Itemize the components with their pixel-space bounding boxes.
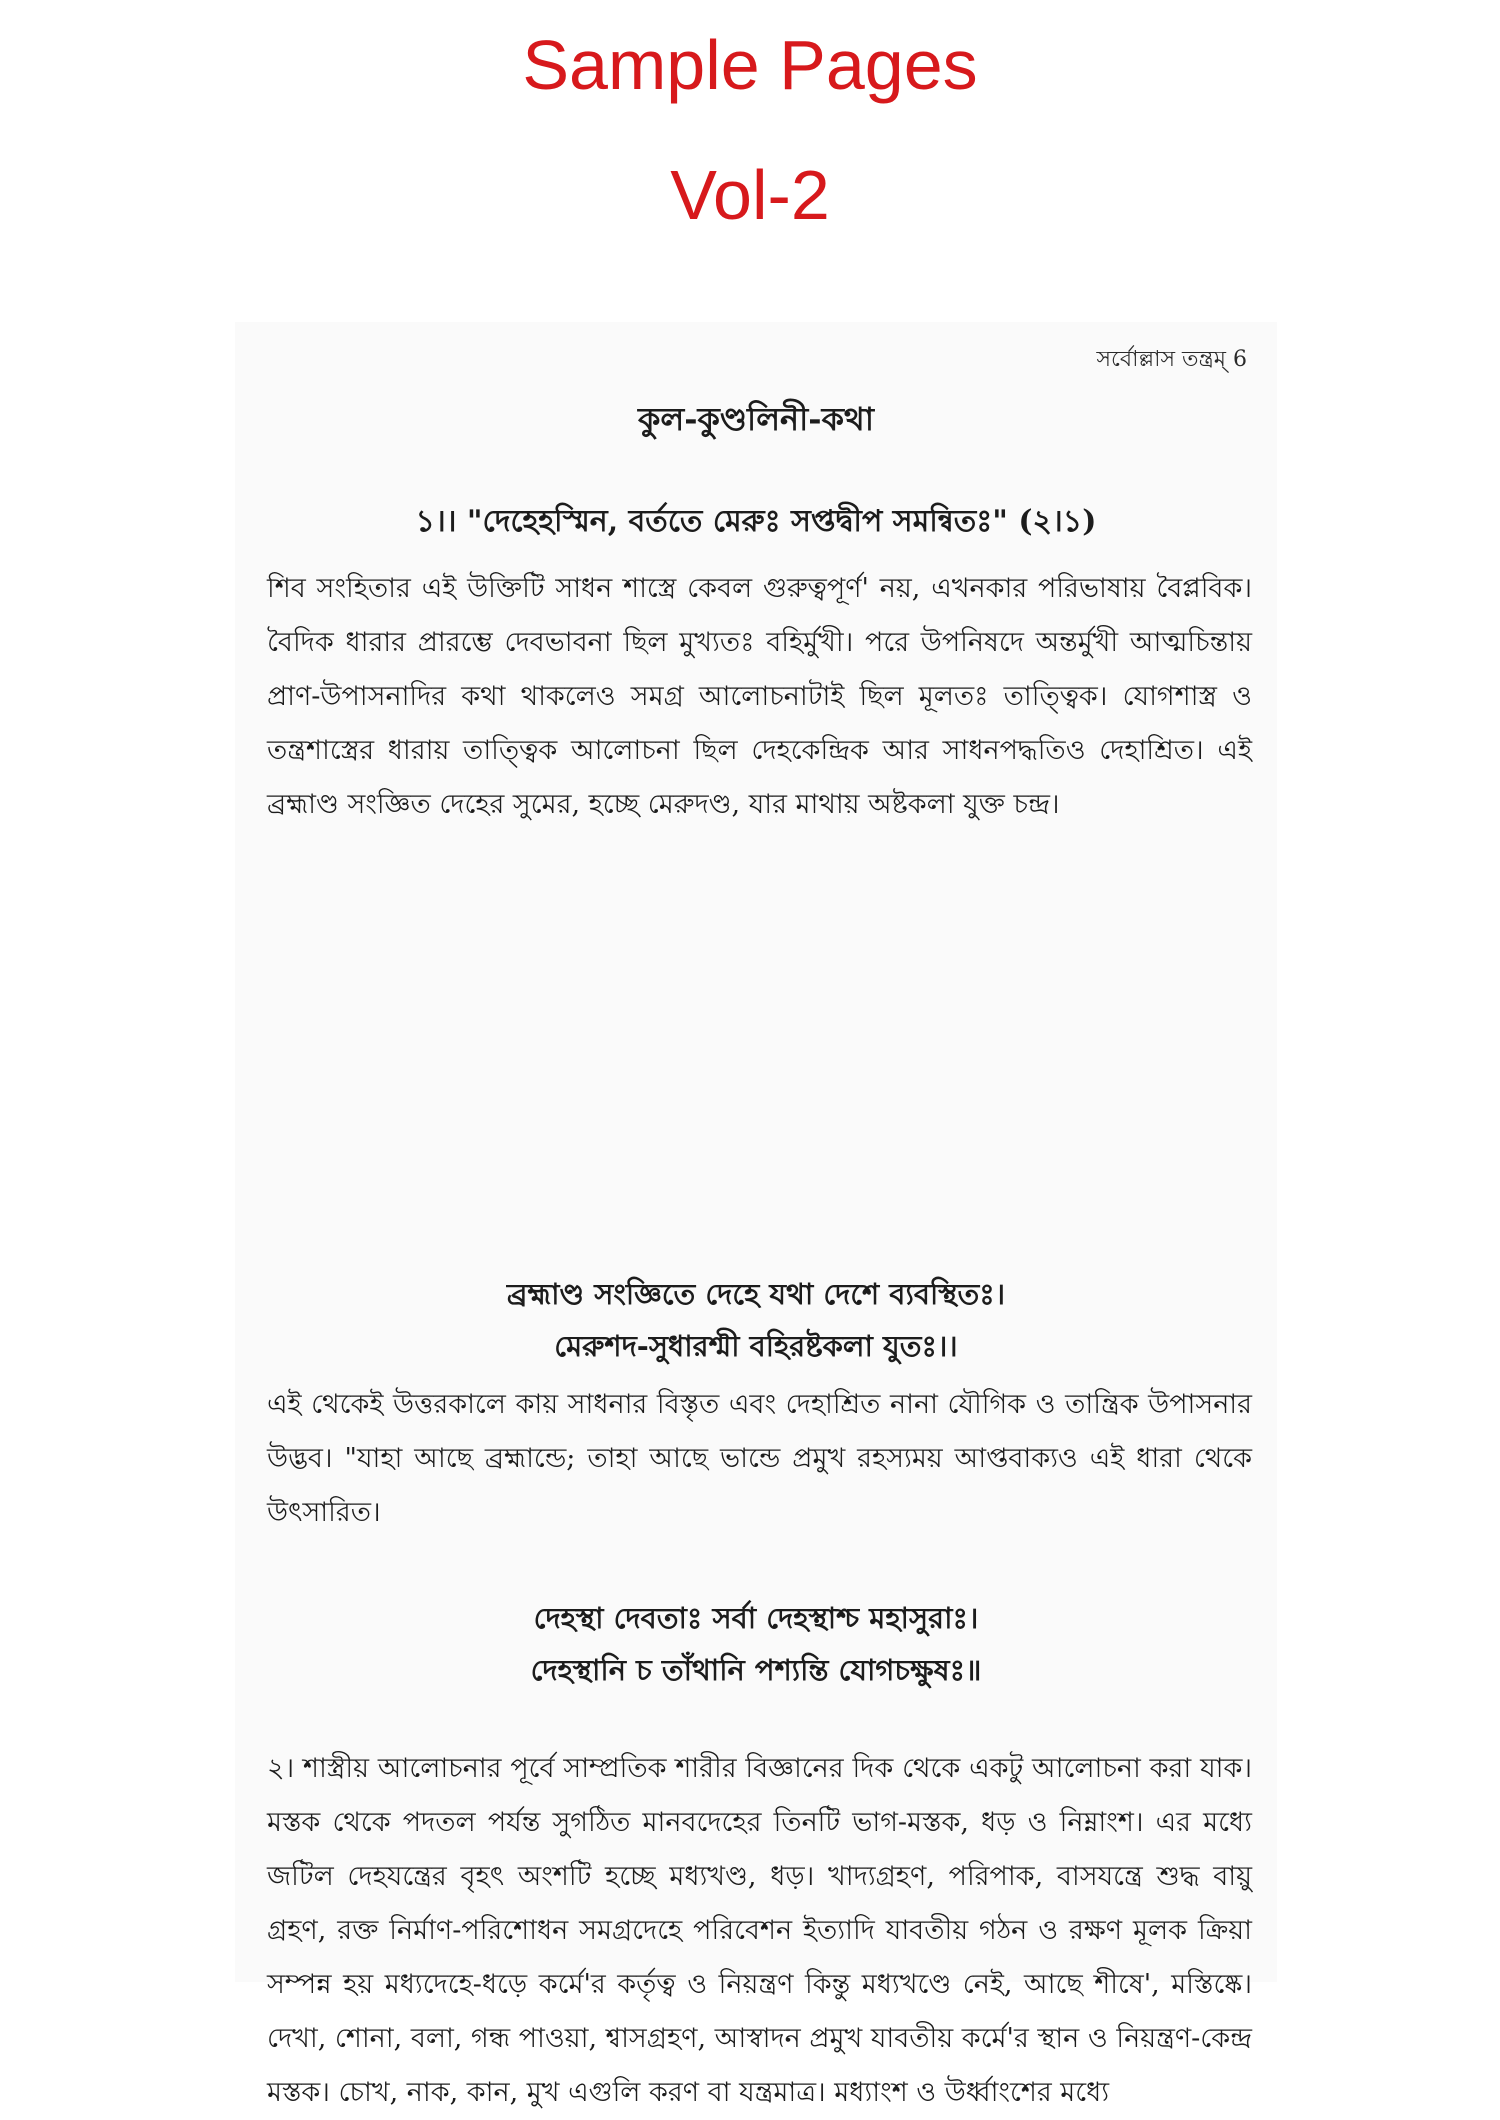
paragraph-1: শিব সংহিতার এই উক্তিটি সাধন শাস্ত্রে কেবল গুরুত্বপূর্ণ' নয়, এখনকার পরিভাষায় বৈপ্লবিক। বৈদিক ধারার প্রারম্ভে দেবভাবনা ছিল মুখ্যতঃ বহির্মুখী। পরে উপনিষদে অন্তর্মুখী আত্মচিন্তায় প্রাণ-উপাসনাদির কথা থাকলেও সমগ্র আলোচনাটাই ছিল মূলতঃ তাত্ত্বিক। যোগশাস্ত্র ও তন্ত্রশাস্ত্রের ধারায় তাত্ত্বিক আলোচনা ছিল দেহকেন্দ্রিক আর সাধনপদ্ধতিও দেহাশ্রিত। এই ব্রহ্মাণ্ড সংজ্ঞিত দেহের সুমের, হচ্ছে মেরুদণ্ড, যার মাথায় অষ্টকলা যুক্ত চন্দ্র। [267, 573, 1252, 820]
verse-line: দেহস্থানি চ তাঁথানি পশ্যন্তি যোগচক্ষুষঃ॥ [530, 1653, 982, 1687]
verse-line: দেহস্থা দেবতাঃ সর্বা দেহস্থাশ্চ মহাসুরাঃ। [533, 1601, 979, 1635]
banner-volume: Vol-2 [670, 156, 830, 234]
book-page [235, 322, 1277, 2108]
chapter-title: কুল-কুণ্ডলিনী-কথা [638, 400, 874, 438]
verse-line: ব্রহ্মাণ্ড সংজ্ঞিতে দেহে যথা দেশে ব্যবস্থিতঃ। [506, 1277, 1006, 1311]
paragraph-2: এই থেকেই উত্তরকালে কায় সাধনার বিস্তৃত এবং দেহাশ্রিত নানা যৌগিক ও তান্ত্রিক উপাসনার উদ্ভব। "যাহা আছে ব্রহ্মান্ডে; তাহা আছে ভান্ডে প্রমুখ রহস্যময় আপ্তবাক্যও এই ধারা থেকে উৎসারিত। [267, 1389, 1252, 1528]
section-heading: ১।। "দেহেহস্মিন, বর্ততে মেরুঃ সপ্তদ্বীপ সমন্বিতঃ" (২।১) [415, 504, 1097, 539]
verse-block-1 [235, 1268, 1277, 1372]
banner-title: Sample Pages [522, 26, 978, 104]
verse-block-2 [235, 1592, 1277, 1696]
paragraph-3: ২। শাস্ত্রীয় আলোচনার পূর্বে সাম্প্রতিক শারীর বিজ্ঞানের দিক থেকে একটু আলোচনা করা যাক। মস্তক থেকে পদতল পর্যন্ত সুগঠিত মানবদেহের তিনটি ভাগ-মস্তক, ধড় ও নিম্নাংশ। এর মধ্যে জটিল দেহযন্ত্রের বৃহৎ অংশটি হচ্ছে মধ্যখণ্ড, ধড়। খাদ্যগ্রহণ, পরিপাক, বাসযন্ত্রে শুদ্ধ বায়ু গ্রহণ, রক্ত নির্মাণ-পরিশোধন সমগ্রদেহে পরিবেশন ইত্যাদি যাবতীয় গঠন ও রক্ষণ মূলক ক্রিয়া সম্পন্ন হয় মধ্যদেহে-ধড়ে কর্মে'র কর্তৃত্ব ও নিয়ন্ত্রণ কিন্তু মধ্যখণ্ডে নেই, আছে শীষে', মস্তিষ্কে। দেখা, শোনা, বলা, গন্ধ পাওয়া, শ্বাসগ্রহণ, আস্বাদন প্রমুখ যাবতীয় কর্মে'র স্থান ও নিয়ন্ত্রণ-কেন্দ্র মস্তক। চোখ, নাক, কান, মুখ এগুলি করণ বা যন্ত্রমাত্র। মধ্যাংশ ও উর্ধ্বাংশের মধ্যে [267, 1753, 1252, 2108]
running-head: সর্বোল্লাস তন্ত্রম্ 6 [1096, 347, 1247, 372]
verse-line: মেরুশদ-সুধারশ্মী বহিরষ্টকলা যুতঃ।। [554, 1329, 958, 1363]
